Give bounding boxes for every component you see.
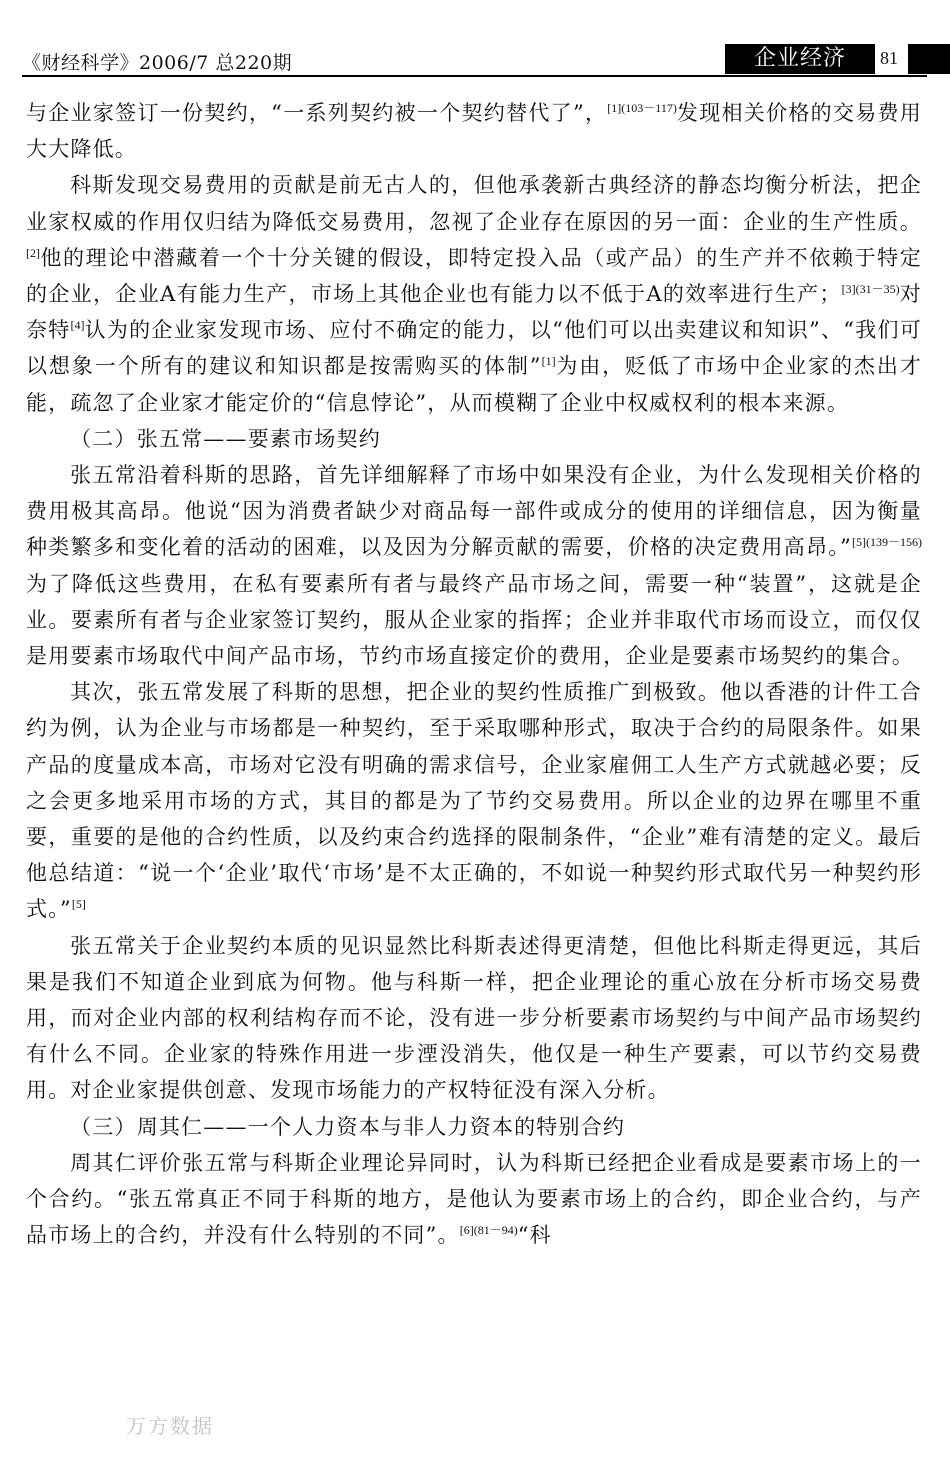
text-run: 周其仁评价张五常与科斯企业理论异同时，认为科斯已经把企业看成是要素市场上的一个合约。“张五常真正不同于科斯的地方，是他认为要素市场上的合约，即企业合约，与产品市场上的合约，并没有什么特别的不同”。 [26,1150,922,1248]
text-run: 他的理论中潜藏着一个十分关键的假设，即特定投入品（或产品）的生产并不依赖于特定的企业，企业A有能力生产，市场上其他企业也有能力以不低于A的效率进行生产； [26,245,922,307]
page-number: 81 [880,48,898,68]
body-text [26,95,922,1254]
paragraph [26,457,922,674]
section-label: 企业经济 [725,44,875,74]
citation-ref: [5] [71,897,86,912]
text-run: 发现相关价格的交易费用大大降低。 [26,101,923,162]
header-rule [22,75,927,77]
text-run: 其次，张五常发展了科斯的思想，把企业的契约性质推广到极致。他以香港的计件工合约为例，认为企业与市场都是一种契约，至于采取哪种形式，取决于合约的局限条件。如果产品的度量成本高，市场对它没有明确的需求信号，企业家雇佣工人生产方式就越必要；反之会更多地采用市场的方式，其目的都是为了节约交易费用。所以企业的边界在哪里不重要，重要的是他的合约性质，以及约束合约选择的限制条件，“企业”难有清楚的定义。最后他总结道：“说一个‘企业’取代‘市场’是不太正确的，不如说一种契约形式取代另一种契约形式。” [26,680,922,922]
text-run: 对奈特 [26,282,923,343]
citation-ref: [4] [70,318,85,333]
journal-issue: 《财经科学》2006/7 总220期 [22,52,293,74]
text-run: 为了降低这些费用，在私有要素所有者与最终产品市场之间，需要一种“装置”，这就是企业。要素所有者与企业家签订契约，服从企业家的指挥；企业并非取代市场而设立，而仅仅是用要素市场取代中间产品市场，节约市场直接定价的费用，企业是要素市场契约的集合。 [26,571,922,669]
text-run: 认为的企业家发现市场、应付不确定的能力，以“他们可以出卖建议和知识”、“我们可以想象一个所有的建议和知识都是按需购买的体制” [26,318,922,379]
text-run: “科 [517,1223,552,1248]
page-header [22,44,927,74]
citation-ref: [2] [26,245,40,260]
citation-ref: [1] [541,354,556,369]
watermark: 万方数据 [126,1414,214,1438]
header-black-box [908,44,950,74]
text-run: （三）周其仁——一个人力资本与非人力资本的特别合约 [70,1114,626,1139]
citation-ref: [3](31－35) [841,282,900,297]
paragraph [26,167,922,420]
paragraph [26,928,922,1109]
text-run: 与企业家签订一份契约，“一系列契约被一个契约替代了”， [26,101,608,125]
text-run: 张五常关于企业契约本质的见识显然比科斯表述得更清楚，但他比科斯走得更远，其后果是我们不知道企业到底为何物。他与科斯一样，把企业理论的重心放在分析市场交易费用，而对企业内部的权利结构存而不论，没有进一步分析要素市场契约与中间产品市场契约有什么不同。企业家的特殊作用进一步湮没消失，他仅是一种生产要素，可以节约交易费用。对企业家提供创意、发现市场能力的产权特征没有深入分析。 [26,933,922,1103]
section-heading [26,421,922,457]
text-run: 为由，贬低了市场中企业家的杰出才能，疏忽了企业家才能定价的“信息悖论”，从而模糊了企业中权威权利的根本来源。 [26,354,922,415]
citation-ref: [6](81－94) [459,1223,518,1238]
text-run: （二）张五常——要素市场契约 [70,426,381,451]
paragraph [26,95,922,167]
paragraph [26,1145,922,1254]
text-run: 科斯发现交易费用的贡献是前无古人的，但他承袭新古典经济的静态均衡分析法，把企业家权威的作用仅归结为降低交易费用，忽视了企业存在原因的另一面：企业的生产性质。 [26,173,922,234]
citation-ref: [1](103－117) [607,101,677,115]
paragraph [26,674,922,927]
citation-ref: [5](139－156) [852,535,922,550]
section-heading [26,1109,922,1145]
text-run: 张五常沿着科斯的思路，首先详细解释了市场中如果没有企业，为什么发现相关价格的费用极其高昂。他说“因为消费者缺少对商品每一部件或成分的使用的详细信息，因为衡量种类繁多和变化着的活动的困难，以及因为分解贡献的需要，价格的决定费用高昂。” [26,463,922,560]
